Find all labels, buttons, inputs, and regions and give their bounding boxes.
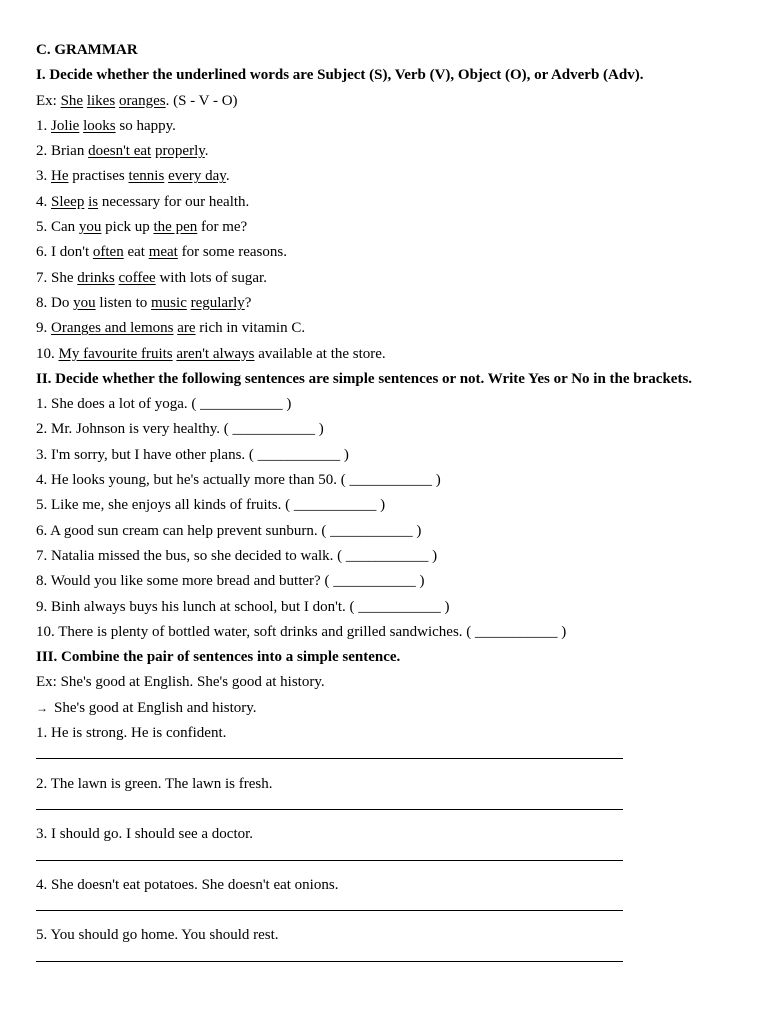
answer-rule — [36, 910, 623, 911]
answer-line[interactable] — [36, 850, 736, 875]
part1-item — [36, 344, 736, 369]
part2-item[interactable]: 5. Like me, she enjoys all kinds of fruits. ( ___________ ) — [36, 497, 386, 514]
part2-item[interactable]: 4. He looks young, but he's actually more than 50. ( ___________ ) — [36, 472, 441, 489]
part1-item — [36, 166, 736, 191]
part3-heading: III. Combine the pair of sentences into a simple sentence. — [36, 649, 401, 666]
part1-item — [36, 192, 736, 217]
answer-line[interactable] — [36, 951, 736, 976]
underlined-word: doesn't eat — [88, 143, 152, 160]
part3-item: 4. She doesn't eat potatoes. She doesn't eat onions. — [36, 876, 339, 893]
answer-rule — [36, 809, 623, 810]
part1-example — [36, 91, 736, 116]
underlined-word: regularly — [190, 294, 245, 311]
underlined-word: She — [60, 92, 84, 109]
sentence-text: . — [225, 168, 230, 185]
underlined-word: often — [92, 244, 124, 261]
sentence-text: practises — [68, 168, 129, 185]
part1-item — [36, 141, 736, 166]
part2-item[interactable]: 9. Binh always buys his lunch at school, but I don't. ( ___________ ) — [36, 598, 450, 615]
answer-line[interactable] — [36, 799, 736, 824]
arrow-right-icon: → — [36, 700, 48, 715]
underlined-word: He — [51, 168, 69, 185]
sentence-text: available at the store. — [254, 345, 386, 362]
underlined-word: coffee — [118, 269, 156, 286]
underlined-word: Oranges and lemons — [51, 320, 174, 337]
part3-item: 2. The lawn is green. The lawn is fresh. — [36, 775, 273, 792]
sentence-text: listen to — [95, 294, 152, 311]
sentence-text: rich in vitamin C. — [195, 320, 306, 337]
sentence-text: for some reasons. — [177, 244, 287, 261]
part2-item[interactable]: 1. She does a lot of yoga. ( ___________ ) — [36, 396, 292, 413]
underlined-word: looks — [83, 117, 116, 134]
underlined-word: properly — [154, 143, 205, 160]
answer-rule — [36, 758, 623, 759]
answer-line[interactable] — [36, 748, 736, 773]
underlined-word: drinks — [77, 269, 115, 286]
part1-item — [36, 268, 736, 293]
underlined-word: oranges — [118, 92, 166, 109]
sentence-text: pick up — [101, 219, 154, 236]
underlined-word: music — [151, 294, 187, 311]
sentence-text: . (S - V - O) — [165, 92, 238, 109]
underlined-word: you — [73, 294, 96, 311]
part2-item[interactable]: 7. Natalia missed the bus, so she decided to walk. ( ___________ ) — [36, 547, 438, 564]
answer-rule — [36, 860, 623, 861]
section-title: C. GRAMMAR — [36, 42, 138, 58]
sentence-text: necessary for our health. — [98, 193, 250, 210]
underlined-word: likes — [86, 92, 116, 109]
underlined-word: meat — [148, 244, 178, 261]
part2-item-list — [36, 394, 736, 647]
sentence-text: ? — [244, 294, 252, 311]
underlined-word: Jolie — [51, 117, 80, 134]
underlined-word: aren't always — [176, 345, 255, 362]
part1-item — [36, 318, 736, 343]
sentence-text: 3. — [36, 168, 51, 185]
sentence-text: 9. — [36, 320, 51, 337]
example-sentence — [61, 93, 238, 109]
sentence-text: with lots of sugar. — [155, 269, 267, 286]
sentence-text: 2. Brian — [36, 143, 89, 160]
example-answer-text: She's good at English and history. — [54, 699, 257, 716]
part1-heading: I. Decide whether the underlined words are Subject (S), Verb (V), Object (O), or Adverb (Adv). — [36, 67, 644, 84]
part1-item-list — [36, 116, 736, 369]
worksheet — [36, 40, 736, 976]
underlined-word: tennis — [128, 168, 165, 185]
part3-item-list — [36, 723, 736, 976]
example-prefix: Ex: — [36, 92, 61, 109]
answer-rule — [36, 961, 623, 962]
underlined-word: you — [78, 219, 102, 236]
sentence-text: so happy. — [115, 117, 176, 134]
part2-heading: II. Decide whether the following sentences are simple sentences or not. Write Yes or No in the brackets. — [36, 370, 693, 387]
sentence-text: 4. — [36, 193, 51, 210]
underlined-word: My favourite fruits — [58, 345, 173, 362]
part1-item — [36, 217, 736, 242]
part1-item — [36, 293, 736, 318]
answer-line[interactable] — [36, 900, 736, 925]
part2-item[interactable]: 6. A good sun cream can help prevent sunburn. ( ___________ ) — [36, 522, 422, 539]
part3-example: Ex: She's good at English. She's good at history. — [36, 674, 325, 691]
part1-item — [36, 116, 736, 141]
underlined-word: are — [177, 320, 196, 337]
sentence-text: 1. — [36, 117, 51, 134]
part3-item: 5. You should go home. You should rest. — [36, 927, 279, 944]
sentence-text: 6. I don't — [36, 244, 93, 261]
part2-item[interactable]: 3. I'm sorry, but I have other plans. ( ___________ ) — [36, 446, 349, 463]
sentence-text: 5. Can — [36, 219, 79, 236]
underlined-word: Sleep — [51, 193, 85, 210]
part2-item[interactable]: 2. Mr. Johnson is very healthy. ( ___________ ) — [36, 421, 324, 438]
underlined-word: is — [88, 193, 99, 210]
part3-item: 3. I should go. I should see a doctor. — [36, 826, 254, 843]
part2-item[interactable]: 8. Would you like some more bread and butter? ( ___________ ) — [36, 573, 425, 590]
sentence-text: . — [204, 143, 209, 160]
part3-item: 1. He is strong. He is confident. — [36, 725, 227, 742]
underlined-word: every day — [168, 168, 226, 185]
sentence-text: 7. She — [36, 269, 78, 286]
sentence-text: eat — [123, 244, 149, 261]
sentence-text: 8. Do — [36, 294, 74, 311]
sentence-text: for me? — [197, 219, 248, 236]
part3-example-answer — [36, 698, 736, 723]
part2-item[interactable]: 10. There is plenty of bottled water, soft drinks and grilled sandwiches. ( ___________ ) — [36, 623, 567, 640]
underlined-word: the pen — [153, 219, 198, 236]
part1-item — [36, 242, 736, 267]
sentence-text: 10. — [36, 345, 59, 362]
